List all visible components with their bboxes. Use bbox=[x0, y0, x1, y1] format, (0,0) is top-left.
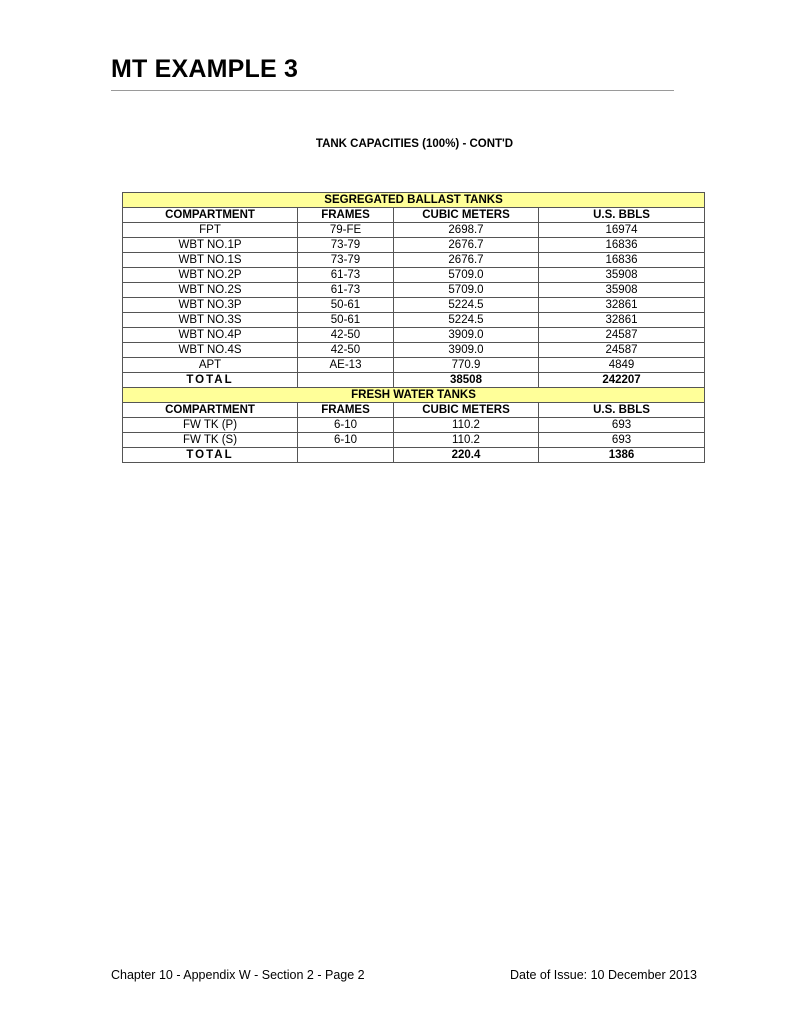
cell-frames: 42-50 bbox=[298, 328, 394, 343]
cell-compartment: WBT NO.4S bbox=[123, 343, 298, 358]
table-row bbox=[123, 298, 705, 313]
cell-bbls: 16836 bbox=[539, 238, 705, 253]
cell-compartment: WBT NO.4P bbox=[123, 328, 298, 343]
table-row bbox=[123, 313, 705, 328]
page-title: MT EXAMPLE 3 bbox=[111, 55, 299, 83]
cell-bbls: 693 bbox=[539, 418, 705, 433]
cell-frames: AE-13 bbox=[298, 358, 394, 373]
ballast-heading: SEGREGATED BALLAST TANKS bbox=[123, 193, 705, 208]
cell-compartment: WBT NO.1P bbox=[123, 238, 298, 253]
column-header-row bbox=[123, 208, 705, 223]
total-cubic-meters: 38508 bbox=[394, 373, 539, 388]
cell-compartment: WBT NO.2S bbox=[123, 283, 298, 298]
cell-bbls: 24587 bbox=[539, 328, 705, 343]
total-bbls: 242207 bbox=[539, 373, 705, 388]
cell-frames: 61-73 bbox=[298, 283, 394, 298]
column-header: FRAMES bbox=[298, 208, 394, 223]
cell-compartment: WBT NO.3S bbox=[123, 313, 298, 328]
cell-compartment: FPT bbox=[123, 223, 298, 238]
cell-frames: 6-10 bbox=[298, 418, 394, 433]
column-header: COMPARTMENT bbox=[123, 403, 298, 418]
table-caption: TANK CAPACITIES (100%) - CONT'D bbox=[315, 138, 514, 150]
cell-cubic: 5224.5 bbox=[394, 313, 539, 328]
total-label: TOTAL bbox=[123, 373, 298, 388]
table-row bbox=[123, 253, 705, 268]
cell-compartment: WBT NO.2P bbox=[123, 268, 298, 283]
total-frames bbox=[298, 373, 394, 388]
cell-compartment: WBT NO.1S bbox=[123, 253, 298, 268]
cell-cubic: 2676.7 bbox=[394, 238, 539, 253]
table-row bbox=[123, 433, 705, 448]
total-cubic-meters: 220.4 bbox=[394, 448, 539, 463]
cell-cubic: 3909.0 bbox=[394, 343, 539, 358]
cell-cubic: 2676.7 bbox=[394, 253, 539, 268]
table-row bbox=[123, 328, 705, 343]
table-row bbox=[123, 223, 705, 238]
cell-compartment: WBT NO.3P bbox=[123, 298, 298, 313]
cell-cubic: 5709.0 bbox=[394, 268, 539, 283]
cell-bbls: 24587 bbox=[539, 343, 705, 358]
cell-cubic: 5709.0 bbox=[394, 283, 539, 298]
cell-frames: 42-50 bbox=[298, 343, 394, 358]
table-row bbox=[123, 283, 705, 298]
footer-page-reference: Chapter 10 - Appendix W - Section 2 - Page 2 bbox=[111, 968, 365, 982]
table-row bbox=[123, 358, 705, 373]
cell-frames: 73-79 bbox=[298, 253, 394, 268]
tank-capacities-table bbox=[122, 192, 705, 463]
cell-frames: 61-73 bbox=[298, 268, 394, 283]
cell-bbls: 4849 bbox=[539, 358, 705, 373]
cell-frames: 6-10 bbox=[298, 433, 394, 448]
table-row bbox=[123, 268, 705, 283]
cell-compartment: APT bbox=[123, 358, 298, 373]
table-row bbox=[123, 343, 705, 358]
cell-frames: 50-61 bbox=[298, 298, 394, 313]
column-header: U.S. BBLS bbox=[539, 403, 705, 418]
fresh-water-total-row bbox=[123, 448, 705, 463]
column-header: U.S. BBLS bbox=[539, 208, 705, 223]
cell-cubic: 3909.0 bbox=[394, 328, 539, 343]
cell-compartment: FW TK (S) bbox=[123, 433, 298, 448]
cell-bbls: 693 bbox=[539, 433, 705, 448]
cell-cubic: 770.9 bbox=[394, 358, 539, 373]
cell-bbls: 16836 bbox=[539, 253, 705, 268]
column-header-row bbox=[123, 403, 705, 418]
fresh-water-section-heading bbox=[123, 388, 705, 403]
cell-bbls: 35908 bbox=[539, 268, 705, 283]
table-row bbox=[123, 238, 705, 253]
cell-frames: 73-79 bbox=[298, 238, 394, 253]
cell-cubic: 110.2 bbox=[394, 418, 539, 433]
ballast-section-heading bbox=[123, 193, 705, 208]
cell-compartment: FW TK (P) bbox=[123, 418, 298, 433]
cell-cubic: 2698.7 bbox=[394, 223, 539, 238]
column-header: CUBIC METERS bbox=[394, 208, 539, 223]
footer-issue-date: Date of Issue: 10 December 2013 bbox=[510, 968, 697, 982]
column-header: COMPARTMENT bbox=[123, 208, 298, 223]
cell-bbls: 32861 bbox=[539, 298, 705, 313]
total-frames bbox=[298, 448, 394, 463]
column-header: CUBIC METERS bbox=[394, 403, 539, 418]
cell-bbls: 16974 bbox=[539, 223, 705, 238]
cell-bbls: 35908 bbox=[539, 283, 705, 298]
title-divider bbox=[111, 90, 674, 91]
cell-frames: 50-61 bbox=[298, 313, 394, 328]
cell-bbls: 32861 bbox=[539, 313, 705, 328]
cell-cubic: 5224.5 bbox=[394, 298, 539, 313]
column-header: FRAMES bbox=[298, 403, 394, 418]
cell-cubic: 110.2 bbox=[394, 433, 539, 448]
table-row bbox=[123, 418, 705, 433]
ballast-total-row bbox=[123, 373, 705, 388]
total-bbls: 1386 bbox=[539, 448, 705, 463]
fresh-water-heading: FRESH WATER TANKS bbox=[123, 388, 705, 403]
total-label: TOTAL bbox=[123, 448, 298, 463]
cell-frames: 79-FE bbox=[298, 223, 394, 238]
